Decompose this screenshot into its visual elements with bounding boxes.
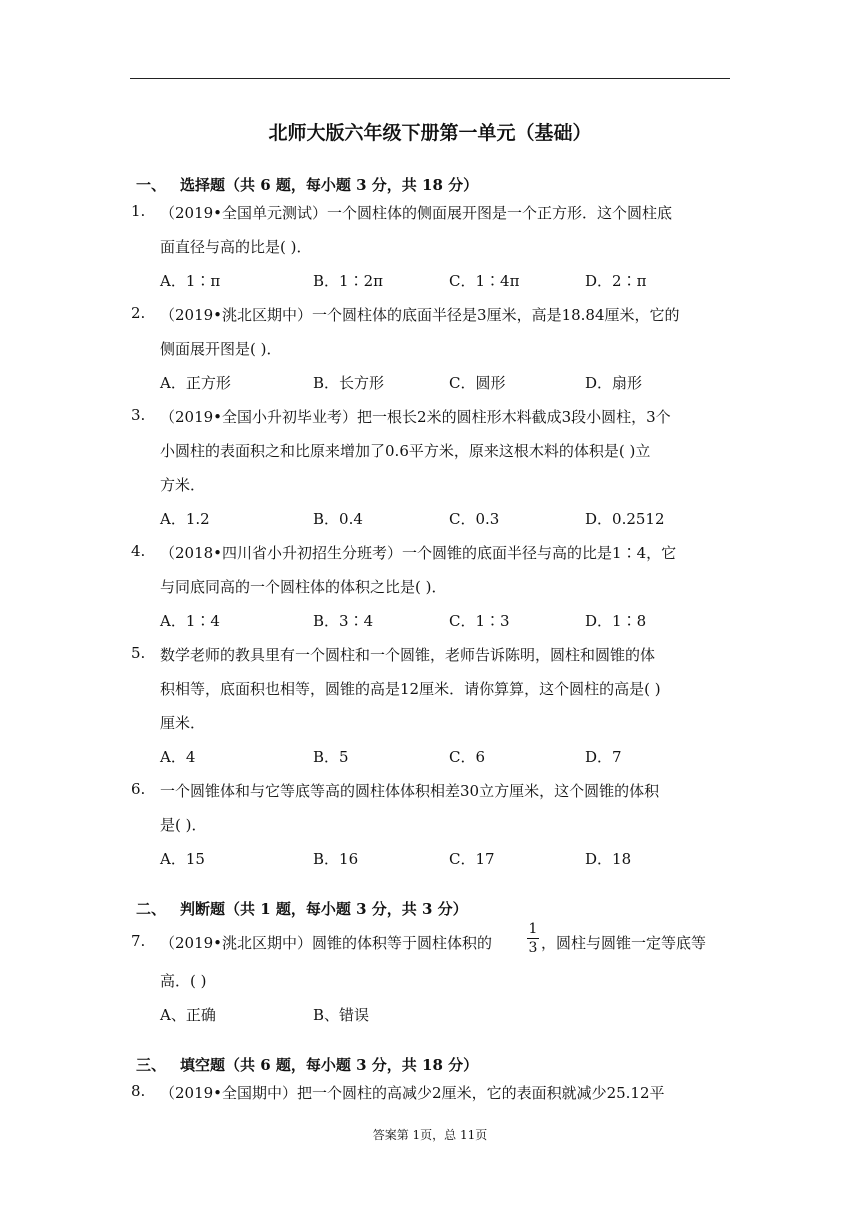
question-text: （2019•洮北区期中）一个圆柱体的底面半径是3厘米，高是18.84厘米，它的 [160,306,680,324]
section-heading [136,174,478,195]
option-c: C．1∶3 [449,612,510,630]
option-b: B．长方形 [313,374,385,392]
question-text: 数学老师的教具里有一个圆柱和一个圆锥，老师告诉陈明，圆柱和圆锥的体 [160,646,656,664]
question-text: 面直径与高的比是( )． [160,238,312,256]
question-number: 2. [131,304,146,322]
section-label: 判断题（共 1 题，每小题 3 分，共 3 分） [180,900,468,918]
option-c: C．1∶4π [449,272,520,290]
option-c: C．圆形 [449,374,506,392]
section-heading [136,1054,478,1075]
question-text: 侧面展开图是( )． [160,340,282,358]
question-number: 7. [131,932,146,950]
question-text: 积相等，底面积也相等，圆锥的高是12厘米．请你算算，这个圆柱的高是( ) [160,680,661,698]
question-text: （2019•全国单元测试）一个圆柱体的侧面展开图是一个正方形．这个圆柱底 [160,204,673,222]
option-a: A、正确 [160,1006,216,1024]
question-text: 与同底同高的一个圆柱体的体积之比是( )． [160,578,447,596]
section-number: 三、 [136,1056,167,1074]
option-a: A．1∶4 [160,612,220,630]
fraction [527,922,539,955]
fraction-numerator: 1 [528,921,538,937]
section-label: 填空题（共 6 题，每小题 3 分，共 18 分） [180,1056,479,1074]
option-c: C．0.3 [449,510,500,528]
question-number: 5. [131,644,146,662]
question-text: （2019•全国小升初毕业考）把一根长2米的圆柱形木料截成3段小圆柱，3个 [160,408,671,426]
section-number: 二、 [136,900,167,918]
option-b: B、错误 [313,1006,370,1024]
option-a: A．15 [160,850,205,868]
question-text: 是( )． [160,816,207,834]
option-d: D．18 [585,850,632,868]
question-text: 厘米． [160,714,206,732]
page-footer: 答案第 1页，总 11页 [372,1128,488,1142]
question-text: 方米． [160,476,206,494]
option-a: A．1.2 [160,510,210,528]
option-c: C．17 [449,850,495,868]
option-b: B．3∶4 [313,612,374,630]
question-text: （2019•全国期中）把一个圆柱的高减少2厘米，它的表面积就减少25.12平 [160,1084,665,1102]
option-b: B．5 [313,748,349,766]
question-number: 1. [131,202,146,220]
fraction-bar [527,938,539,939]
option-d: D．1∶8 [585,612,647,630]
option-b: B．0.4 [313,510,363,528]
question-number: 6. [131,780,146,798]
option-d: D．扇形 [585,374,643,392]
section-number: 一、 [136,176,167,194]
question-text: （2019•洮北区期中）圆锥的体积等于圆柱体积的 [160,934,493,952]
option-b: B．1∶2π [313,272,383,290]
question-text: ，圆柱与圆锥一定等底等 [541,934,707,952]
section-heading [136,898,468,919]
option-a: A．正方形 [160,374,231,392]
question-number: 8. [131,1082,146,1100]
question-number: 3. [131,406,146,424]
option-b: B．16 [313,850,359,868]
question-text: （2018•四川省小升初招生分班考）一个圆锥的底面半径与高的比是1∶4，它 [160,544,677,562]
question-number: 4. [131,542,146,560]
question-text: 一个圆锥体和与它等底等高的圆柱体体积相差30立方厘米，这个圆锥的体积 [160,782,660,800]
option-d: D．0.2512 [585,510,665,528]
option-a: A．4 [160,748,196,766]
page-title: 北师大版六年级下册第一单元（基础） [268,122,592,144]
option-d: D．2∶π [585,272,647,290]
header-rule [130,78,730,79]
section-label: 选择题（共 6 题，每小题 3 分，共 18 分） [180,176,479,194]
fraction-denominator: 3 [528,940,538,956]
question-text: 高．( ) [160,972,207,990]
option-d: D．7 [585,748,622,766]
question-text: 小圆柱的表面积之和比原来增加了0.6平方米，原来这根木料的体积是( )立 [160,442,651,460]
option-a: A．1∶π [160,272,221,290]
option-c: C．6 [449,748,486,766]
